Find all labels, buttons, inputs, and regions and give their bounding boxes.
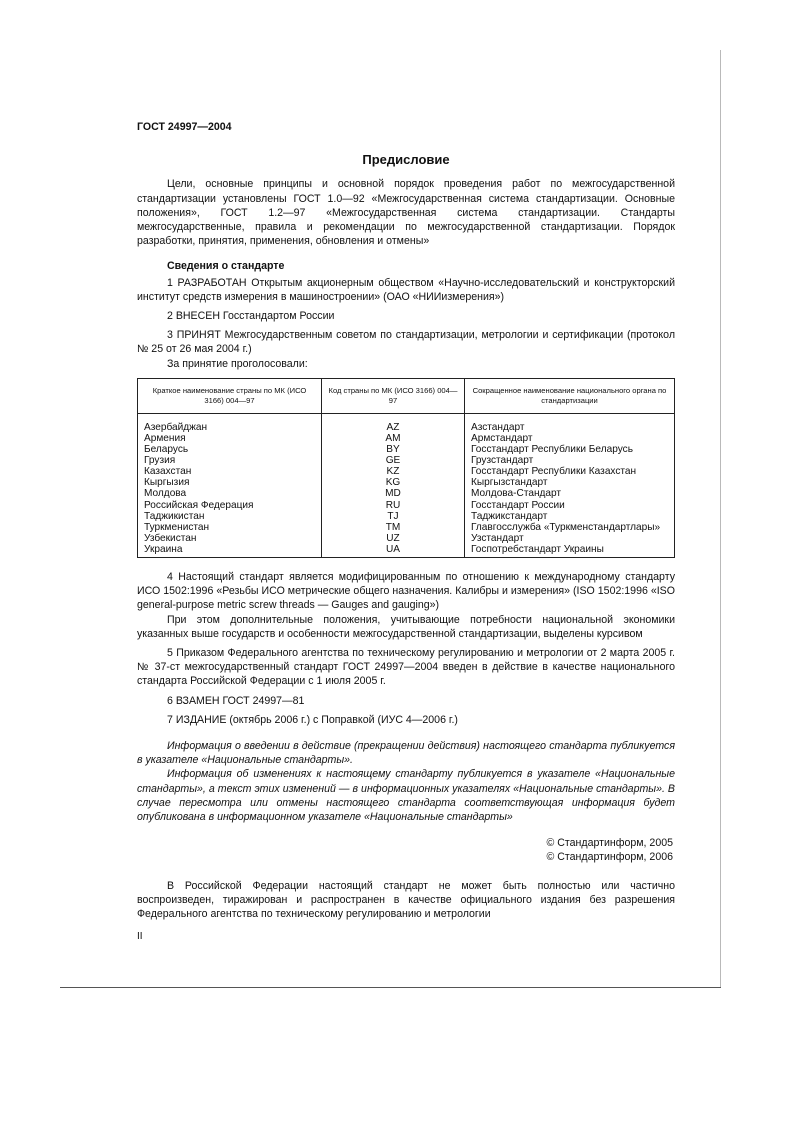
- standards-body-cell: Главгосслужба «Туркменстандартлары»: [465, 522, 675, 533]
- standards-body-cell: Азстандарт: [465, 413, 675, 433]
- code-cell: GE: [322, 455, 465, 466]
- table-body: [138, 413, 675, 557]
- table-row: [138, 533, 675, 544]
- country-cell: Узбекистан: [138, 533, 322, 544]
- table-header-code: Код страны по МК (ИСО 3166) 004—97: [322, 378, 465, 413]
- country-cell: Казахстан: [138, 466, 322, 477]
- info-paragraph-1: Информация о введении в действие (прекращении действия) настоящего стандарта публикуется в указателе «Национальные стандарты».: [137, 740, 675, 767]
- country-cell: Грузия: [138, 455, 322, 466]
- table-row: [138, 511, 675, 522]
- info-paragraph-2: Информация об изменениях к настоящему стандарту публикуется в указателе «Национальные стандарты», а текст этих изменений — в информационных указателях «Национальные стандарты». В случае пересмотра или отмены настоящего стандарта соответствующая информация будет опубликована в информационном указателе «Национальные стандарты»: [137, 768, 675, 824]
- standards-body-cell: Грузстандарт: [465, 455, 675, 466]
- standards-body-cell: Таджикстандарт: [465, 511, 675, 522]
- table-row: [138, 477, 675, 488]
- code-cell: KZ: [322, 466, 465, 477]
- code-cell: RU: [322, 500, 465, 511]
- country-cell: Кыргызия: [138, 477, 322, 488]
- code-cell: AZ: [322, 413, 465, 433]
- item-3-vote: За принятие проголосовали:: [167, 357, 308, 370]
- country-cell: Туркменистан: [138, 522, 322, 533]
- country-cell: Беларусь: [138, 444, 322, 455]
- item-6: 6 ВЗАМЕН ГОСТ 24997—81: [167, 694, 305, 707]
- item-3: 3 ПРИНЯТ Межгосударственным советом по стандартизации, метрологии и сертификации (протокол № 25 от 26 мая 2004 г.): [137, 329, 675, 356]
- code-cell: TM: [322, 522, 465, 533]
- country-cell: Молдова: [138, 488, 322, 499]
- table-header-body: Сокращенное наименование национального органа по стандартизации: [465, 378, 675, 413]
- copyright-line: © Стандартинформ, 2006: [546, 851, 673, 864]
- table-row: [138, 544, 675, 558]
- document-page: [137, 120, 675, 944]
- standards-body-cell: Госстандарт России: [465, 500, 675, 511]
- table-header-row: [138, 378, 675, 413]
- standards-body-cell: Кыргызстандарт: [465, 477, 675, 488]
- item-4-extra: При этом дополнительные положения, учитывающие потребности национальной экономики указанных выше государств и особенности межгосударственной стандартизации, выделены курсивом: [137, 613, 675, 640]
- table-row: [138, 433, 675, 444]
- table-row: [138, 466, 675, 477]
- standard-code: ГОСТ 24997—2004: [137, 121, 232, 133]
- page-number: II: [137, 931, 143, 943]
- country-cell: Армения: [138, 433, 322, 444]
- standards-body-cell: Госстандарт Республики Казахстан: [465, 466, 675, 477]
- code-cell: MD: [322, 488, 465, 499]
- code-cell: AM: [322, 433, 465, 444]
- item-4: 4 Настоящий стандарт является модифицированным по отношению к международному стандарту ИСО 1502:1996 «Резьбы ИСО метрические общего назначения. Калибры и измерения» (ISO 1502:1996 «ISO general-purpose metric screw threads — Gauges and gauging»): [137, 570, 675, 612]
- country-cell: Азербайджан: [138, 413, 322, 433]
- country-cell: Украина: [138, 544, 322, 558]
- table-header-country: Краткое наименование страны по МК (ИСО 3166) 004—97: [138, 378, 322, 413]
- item-1: 1 РАЗРАБОТАН Открытым акционерным обществом «Научно-исследовательский и конструкторский институт средств измерения в машиностроении» (ОАО «НИИизмерения»): [137, 276, 675, 303]
- table-row: [138, 444, 675, 455]
- table-row: [138, 500, 675, 511]
- code-cell: KG: [322, 477, 465, 488]
- item-7: 7 ИЗДАНИЕ (октябрь 2006 г.) с Поправкой (ИУС 4—2006 г.): [167, 713, 458, 726]
- page-right-border: [720, 50, 721, 988]
- page-bottom-border: [60, 987, 721, 988]
- code-cell: TJ: [322, 511, 465, 522]
- table-row: [138, 522, 675, 533]
- standards-body-cell: Госстандарт Республики Беларусь: [465, 444, 675, 455]
- country-cell: Российская Федерация: [138, 500, 322, 511]
- code-cell: BY: [322, 444, 465, 455]
- copyright-line: © Стандартинформ, 2005: [546, 837, 673, 850]
- item-5: 5 Приказом Федерального агентства по техническому регулированию и метрологии от 2 марта 2005 г. № 37-ст межгосударственный стандарт ГОСТ 24997—2004 введен в действие в качестве национального стандарта Российской Федерации с 1 июля 2005 г.: [137, 646, 675, 688]
- table-row: [138, 455, 675, 466]
- country-cell: Таджикистан: [138, 511, 322, 522]
- item-2: 2 ВНЕСЕН Госстандартом России: [167, 310, 335, 323]
- intro-paragraph: Цели, основные принципы и основной порядок проведения работ по межгосударственной стандартизации установлены ГОСТ 1.0—92 «Межгосударственная система стандартизации. Основные положения», ГОСТ 1.2—97 «Межгосударственная система стандартизации. Стандарты межгосударственные, правила и рекомендации по межгосударственной стандартизации. Порядок разработки, принятия, применения, обновления и отмены»: [137, 178, 675, 248]
- countries-table: [137, 378, 675, 558]
- standards-body-cell: Молдова-Стандарт: [465, 488, 675, 499]
- table-row: [138, 488, 675, 499]
- section-heading: Сведения о стандарте: [167, 260, 285, 273]
- page-title: Предисловие: [362, 152, 450, 168]
- standards-body-cell: Узстандарт: [465, 533, 675, 544]
- code-cell: UZ: [322, 533, 465, 544]
- standards-body-cell: Госпотребстандарт Украины: [465, 544, 675, 558]
- table-row: [138, 413, 675, 433]
- copyright-block: [137, 836, 675, 864]
- final-note: В Российской Федерации настоящий стандарт не может быть полностью или частично воспроизведен, тиражирован и распространен в качестве официального издания без разрешения Федерального агентства по техническому регулированию и метрологии: [137, 879, 675, 921]
- code-cell: UA: [322, 544, 465, 558]
- standards-body-cell: Армстандарт: [465, 433, 675, 444]
